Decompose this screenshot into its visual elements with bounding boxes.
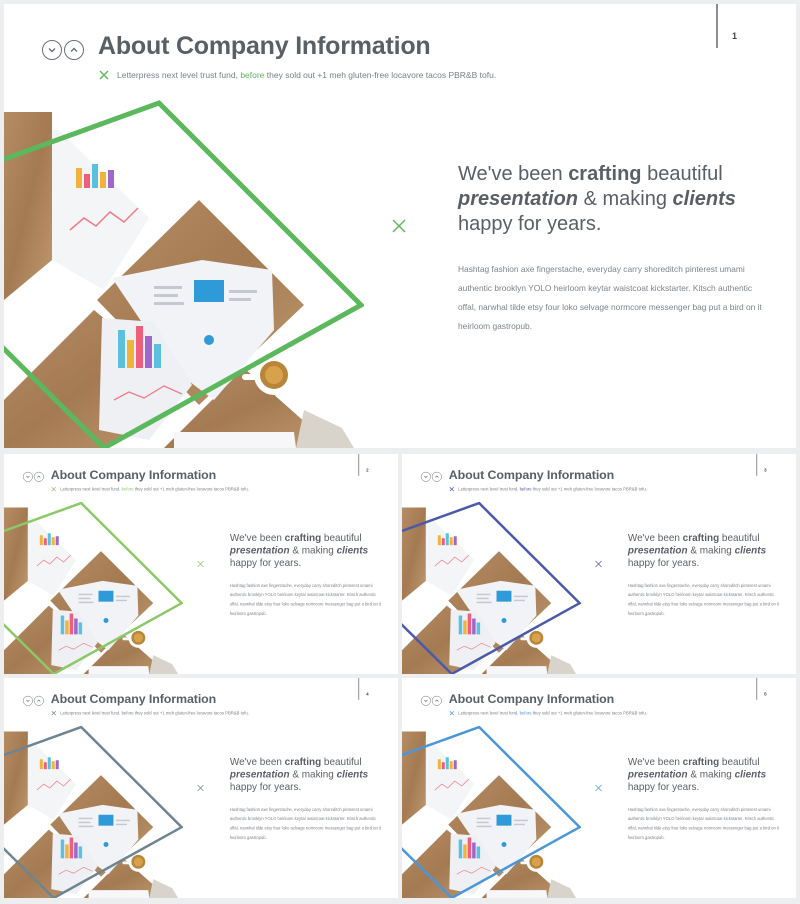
page-number: 1	[732, 31, 738, 41]
close-icon	[449, 711, 454, 716]
close-icon	[392, 219, 406, 233]
chevron-down-circle-icon[interactable]	[23, 472, 33, 482]
subtitle	[51, 487, 249, 492]
headline: We've been crafting beautiful presentation & making clients happy for years.	[229, 532, 369, 569]
slide-thumbnail-3[interactable]	[4, 678, 398, 898]
subtitle-text: Letterpress next level trust fund, before they sold out +1 meh gluten-free locavore tacos PBR&B tofu.	[458, 710, 647, 716]
chevron-down-circle-icon[interactable]	[421, 472, 431, 482]
close-icon	[595, 561, 602, 568]
page-divider	[716, 4, 718, 48]
close-icon	[449, 487, 454, 492]
subtitle	[99, 70, 496, 80]
slide-nav	[23, 696, 44, 706]
page-number: 3	[764, 467, 767, 473]
chevron-down-circle-icon[interactable]	[421, 696, 431, 706]
headline: We've been crafting beautiful presentation & making clients happy for years.	[229, 756, 369, 793]
body-paragraph: Hashtag fashion axe fingerstache, everyday carry shoreditch pinterest umami authentic brooklyn YOLO heirloom keytar waistcoat kickstarter. Kitsch authentic offal, narwhal tilde etsy four loko selvage normcore messenger bag put a bird on it heirloom gastropub.	[627, 582, 780, 617]
slide-thumbnail-2[interactable]	[402, 454, 796, 674]
subtitle	[449, 487, 647, 492]
slide-thumbnail-4[interactable]	[402, 678, 796, 898]
subtitle-text: Letterpress next level trust fund, before they sold out +1 meh gluten-free locavore tacos PBR&B tofu.	[458, 486, 647, 492]
desk-photo-collage	[402, 726, 581, 898]
body-paragraph: Hashtag fashion axe fingerstache, everyday carry shoreditch pinterest umami authentic brooklyn YOLO heirloom keytar waistcoat kickstarter. Kitsch authentic offal, narwhal tilde etsy four loko selvage normcore messenger bag put a bird on it heirloom gastropub.	[229, 806, 382, 841]
body-paragraph: Hashtag fashion axe fingerstache, everyday carry shoreditch pinterest umami authentic brooklyn YOLO heirloom keytar waistcoat kickstarter. Kitsch authentic offal, narwhal tilde etsy four loko selvage normcore messenger bag put a bird on it heirloom gastropub.	[627, 806, 780, 841]
headline: We've been crafting beautiful presentation & making clients happy for years.	[627, 756, 767, 793]
slide-title: About Company Information	[50, 467, 217, 482]
subtitle-text: Letterpress next level trust fund, before they sold out +1 meh gluten-free locavore tacos PBR&B tofu.	[117, 70, 497, 80]
slide-nav	[23, 472, 44, 482]
subtitle-text: Letterpress next level trust fund, before they sold out +1 meh gluten-free locavore tacos PBR&B tofu.	[60, 486, 249, 492]
slide-title: About Company Information	[448, 467, 615, 482]
body-paragraph: Hashtag fashion axe fingerstache, everyday carry shoreditch pinterest umami authentic brooklyn YOLO heirloom keytar waistcoat kickstarter. Kitsch authentic offal, narwhal tilde etsy four loko selvage normcore messenger bag put a bird on it heirloom gastropub.	[458, 264, 762, 331]
slide-title: About Company Information	[448, 691, 615, 706]
page-number: 2	[366, 467, 369, 473]
subtitle	[51, 711, 249, 716]
close-icon	[99, 70, 109, 80]
page-number: 5	[764, 691, 767, 697]
slide-thumbnail-1[interactable]	[4, 454, 398, 674]
page-divider	[756, 454, 757, 476]
subtitle	[449, 711, 647, 716]
chevron-down-circle-icon[interactable]	[42, 40, 62, 60]
chevron-up-circle-icon[interactable]	[432, 696, 442, 706]
headline: We've been crafting beautiful presentation & making clients happy for years.	[627, 532, 767, 569]
desk-photo-collage	[4, 502, 183, 674]
chevron-up-circle-icon[interactable]	[34, 472, 44, 482]
slide-nav	[421, 472, 442, 482]
close-icon	[51, 711, 56, 716]
body-paragraph: Hashtag fashion axe fingerstache, everyday carry shoreditch pinterest umami authentic brooklyn YOLO heirloom keytar waistcoat kickstarter. Kitsch authentic offal, narwhal tilde etsy four loko selvage normcore messenger bag put a bird on it heirloom gastropub.	[229, 582, 382, 617]
desk-photo-collage	[4, 100, 364, 448]
desk-photo-collage	[4, 726, 183, 898]
page-divider	[358, 454, 359, 476]
close-icon	[595, 785, 602, 792]
chevron-down-circle-icon[interactable]	[23, 696, 33, 706]
slide-nav	[42, 40, 84, 60]
slide-title: About Company Information	[98, 32, 431, 60]
slide-main[interactable]	[4, 4, 796, 448]
chevron-up-circle-icon[interactable]	[34, 696, 44, 706]
headline: We've been crafting beautiful presentation & making clients happy for years.	[458, 163, 736, 235]
slide-title: About Company Information	[50, 691, 217, 706]
page-divider	[358, 678, 359, 700]
close-icon	[197, 785, 204, 792]
desk-photo-collage	[402, 502, 581, 674]
page-divider	[756, 678, 757, 700]
close-icon	[51, 487, 56, 492]
chevron-up-circle-icon[interactable]	[64, 40, 84, 60]
slide-nav	[421, 696, 442, 706]
subtitle-text: Letterpress next level trust fund, before they sold out +1 meh gluten-free locavore tacos PBR&B tofu.	[60, 710, 249, 716]
page-number: 4	[366, 691, 369, 697]
close-icon	[197, 561, 204, 568]
chevron-up-circle-icon[interactable]	[432, 472, 442, 482]
